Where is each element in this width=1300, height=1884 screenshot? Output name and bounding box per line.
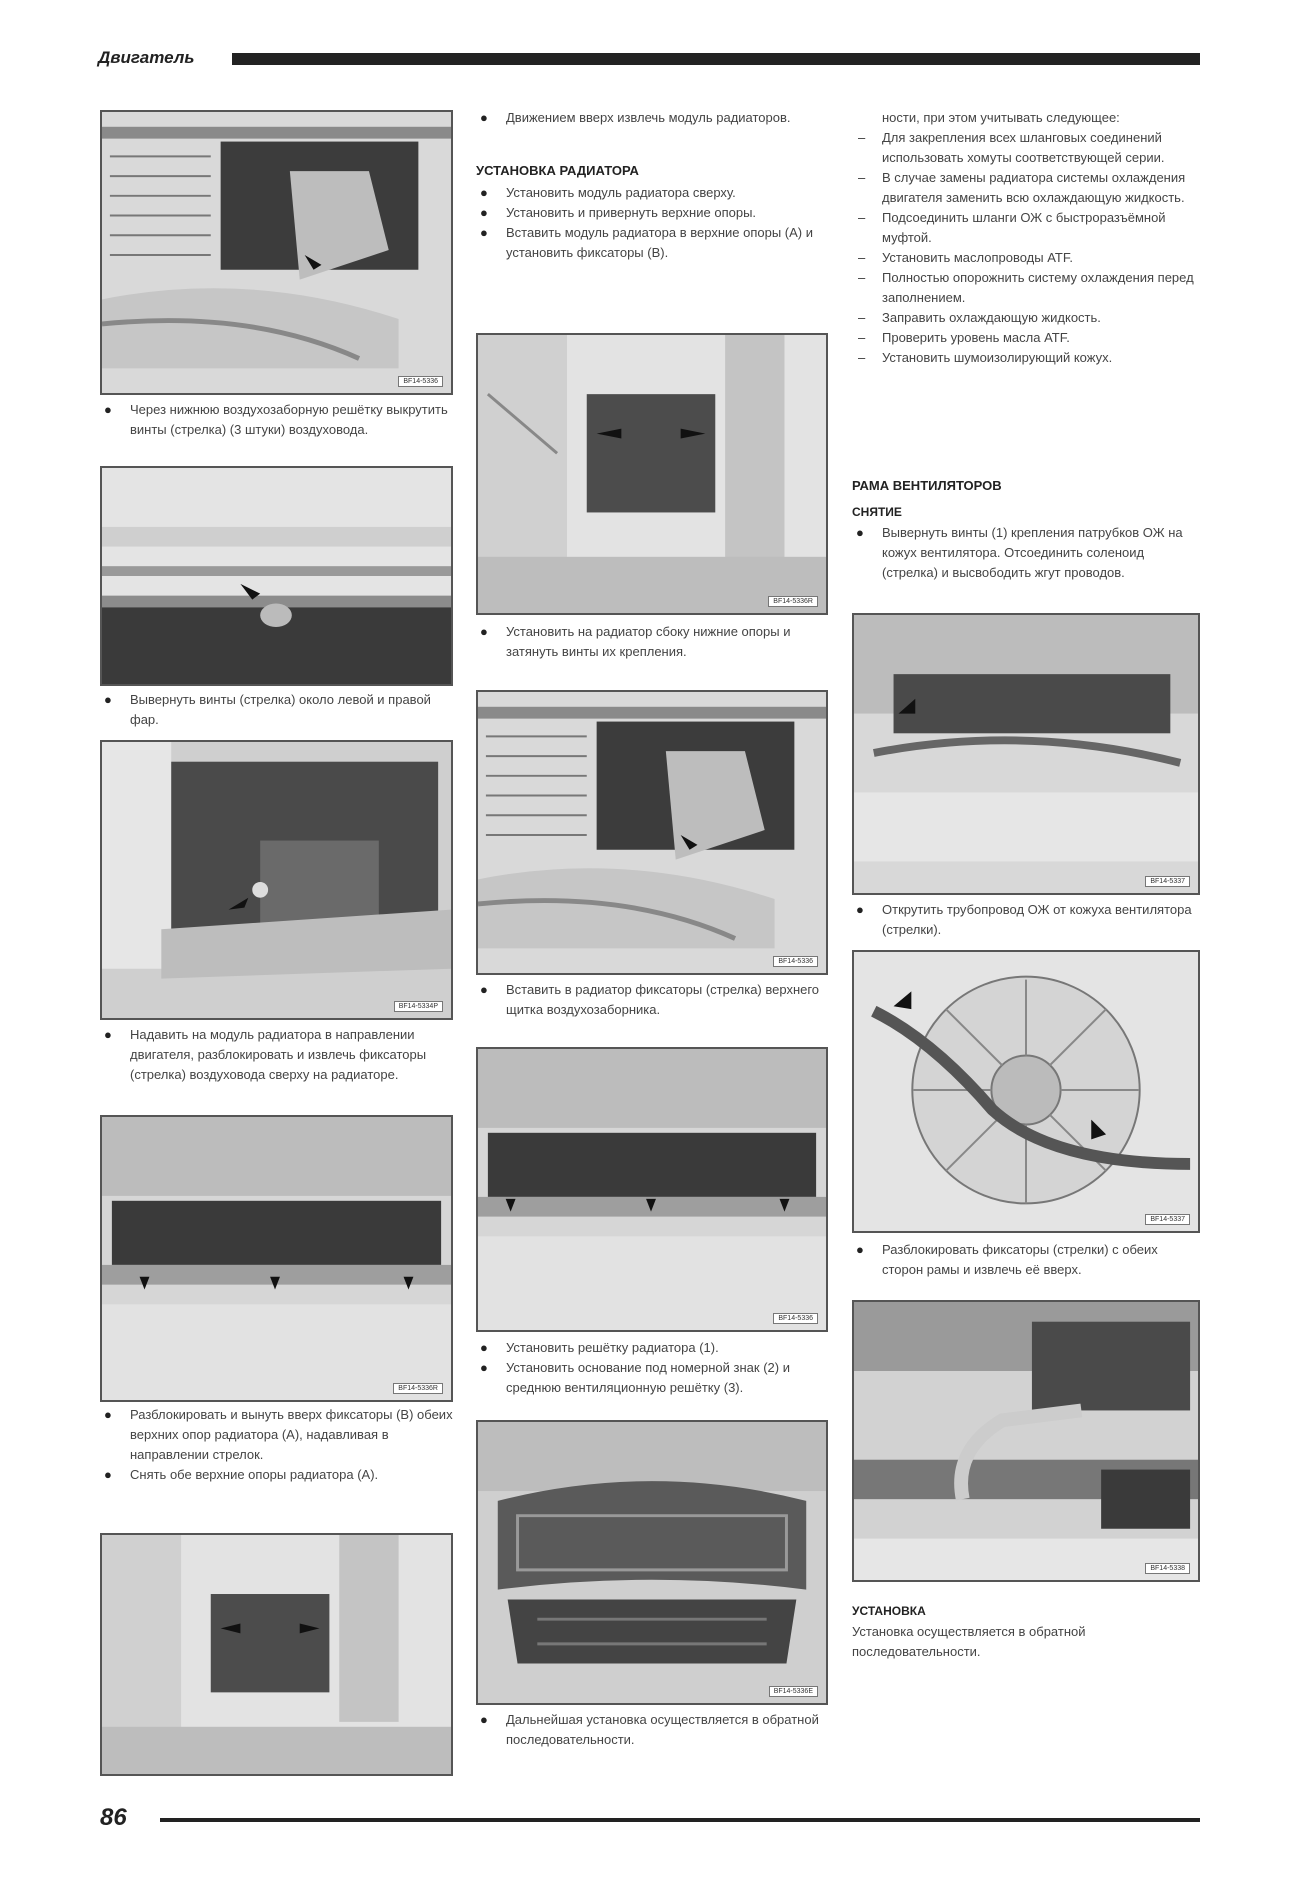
caption-7 xyxy=(476,1338,828,1398)
figure-7 xyxy=(476,690,828,975)
section-title: Двигатель xyxy=(98,48,195,67)
list-item: – Полностью опорожнить систему охлаждения перед заполнением. xyxy=(852,268,1200,308)
caption-9 xyxy=(852,900,1200,940)
figure-code: BF14-5338 xyxy=(1145,1563,1190,1574)
list-item: – В случае замены радиатора системы охлаждения двигателя заменить всю охлаждающую жидкость. xyxy=(852,168,1200,208)
caption-text: ● Снять обе верхние опоры радиатора (A). xyxy=(100,1465,453,1485)
caption-text: ● Открутить трубопровод ОЖ от кожуха вентилятора (стрелки). xyxy=(852,900,1200,940)
page-number: 86 xyxy=(100,1804,127,1831)
heading-removal: СНЯТИЕ xyxy=(852,505,902,519)
photo xyxy=(102,1535,451,1774)
caption-4 xyxy=(100,1405,453,1485)
body-text: ● Установить и привернуть верхние опоры. xyxy=(476,203,828,223)
caption-6 xyxy=(476,980,828,1020)
photo xyxy=(102,112,451,393)
photo xyxy=(854,1302,1198,1580)
figure-code: BF14-5336R xyxy=(393,1383,443,1394)
text-block-4 xyxy=(852,523,1200,583)
text-block-1 xyxy=(476,108,828,128)
list-item: – Установить маслопроводы ATF. xyxy=(852,248,1200,268)
caption-1 xyxy=(100,400,453,440)
heading-fan-frame: РАМА ВЕНТИЛЯТОРОВ xyxy=(852,478,1002,493)
heading-installation: УСТАНОВКА xyxy=(852,1604,926,1618)
figure-code: BF14-5336R xyxy=(768,596,818,607)
list-item: – Проверить уровень масла ATF. xyxy=(852,328,1200,348)
caption-text: ● Через нижнюю воздухозаборную решётку выкрутить винты (стрелка) (3 штуки) воздуховода. xyxy=(100,400,453,440)
photo xyxy=(478,1422,826,1703)
caption-text: ● Разблокировать фиксаторы (стрелки) с обеих сторон рамы и извлечь её вверх. xyxy=(852,1240,1200,1280)
photo xyxy=(478,335,826,613)
figure-code: BF14-5334P xyxy=(394,1001,443,1012)
body-text: Установка осуществляется в обратной последовательности. xyxy=(852,1624,1086,1659)
figure-9 xyxy=(476,1420,828,1705)
figure-code: BF14-5336 xyxy=(398,376,443,387)
footer-rule xyxy=(160,1818,1200,1822)
body-text: ● Вставить модуль радиатора в верхние опоры (A) и установить фиксаторы (B). xyxy=(476,223,828,263)
caption-text: ● Вывернуть винты (стрелка) около левой и правой фар. xyxy=(100,690,453,730)
figure-code: BF14-5337 xyxy=(1145,1214,1190,1225)
figure-12 xyxy=(852,1300,1200,1582)
caption-5 xyxy=(476,622,828,662)
photo xyxy=(102,742,451,1018)
caption-8 xyxy=(476,1710,828,1750)
photo xyxy=(478,692,826,973)
figure-code: BF14-5336E xyxy=(769,1686,818,1697)
caption-text: ● Установить решётку радиатора (1). xyxy=(476,1338,828,1358)
figure-code: BF14-5337 xyxy=(1145,876,1190,887)
text-block-2 xyxy=(476,183,828,263)
body-text: ● Вывернуть винты (1) крепления патрубков ОЖ на кожух вентилятора. Отсоединить соленоид (стрелка) и высвободить жгут проводов. xyxy=(852,523,1200,583)
body-text: ности, при этом учитывать следующее: xyxy=(882,110,1120,125)
body-text: ● Движением вверх извлечь модуль радиаторов. xyxy=(476,108,828,128)
caption-10 xyxy=(852,1240,1200,1280)
figure-4 xyxy=(100,1115,453,1402)
text-block-5 xyxy=(852,1622,1200,1662)
caption-3 xyxy=(100,1025,453,1085)
photo xyxy=(854,952,1198,1231)
photo xyxy=(478,1049,826,1330)
caption-2 xyxy=(100,690,453,730)
figure-2 xyxy=(100,466,453,686)
caption-text: ● Дальнейшая установка осуществляется в обратной последовательности. xyxy=(476,1710,828,1750)
header-rule xyxy=(232,53,1200,65)
photo xyxy=(102,468,451,684)
figure-3 xyxy=(100,740,453,1020)
list-item: – Установить шумоизолирующий кожух. xyxy=(852,348,1200,368)
heading-radiator-install: УСТАНОВКА РАДИАТОРА xyxy=(476,163,639,178)
text-block-3 xyxy=(852,108,1200,368)
caption-text: ● Вставить в радиатор фиксаторы (стрелка) верхнего щитка воздухозаборника. xyxy=(476,980,828,1020)
figure-5 xyxy=(100,1533,453,1776)
list-item: – Заправить охлаждающую жидкость. xyxy=(852,308,1200,328)
list-item: – Подсоединить шланги ОЖ с быстроразъёмной муфтой. xyxy=(852,208,1200,248)
photo xyxy=(854,615,1198,893)
figure-code: BF14-5336 xyxy=(773,956,818,967)
caption-text: ● Разблокировать и вынуть вверх фиксаторы (B) обеих верхних опор радиатора (A), надавливая в направлении стрелок. xyxy=(100,1405,453,1465)
figure-1 xyxy=(100,110,453,395)
figure-10 xyxy=(852,613,1200,895)
list-item: – Для закрепления всех шланговых соединений использовать хомуты соответствующей серии. xyxy=(852,128,1200,168)
figure-8 xyxy=(476,1047,828,1332)
body-text: ● Установить модуль радиатора сверху. xyxy=(476,183,828,203)
caption-text: ● Установить основание под номерной знак (2) и среднюю вентиляционную решётку (3). xyxy=(476,1358,828,1398)
caption-text: ● Установить на радиатор сбоку нижние опоры и затянуть винты их крепления. xyxy=(476,622,828,662)
photo xyxy=(102,1117,451,1400)
figure-code: BF14-5336 xyxy=(773,1313,818,1324)
caption-text: ● Надавить на модуль радиатора в направлении двигателя, разблокировать и извлечь фиксаторы (стрелка) воздуховода сверху на радиаторе. xyxy=(100,1025,453,1085)
figure-11 xyxy=(852,950,1200,1233)
figure-6 xyxy=(476,333,828,615)
